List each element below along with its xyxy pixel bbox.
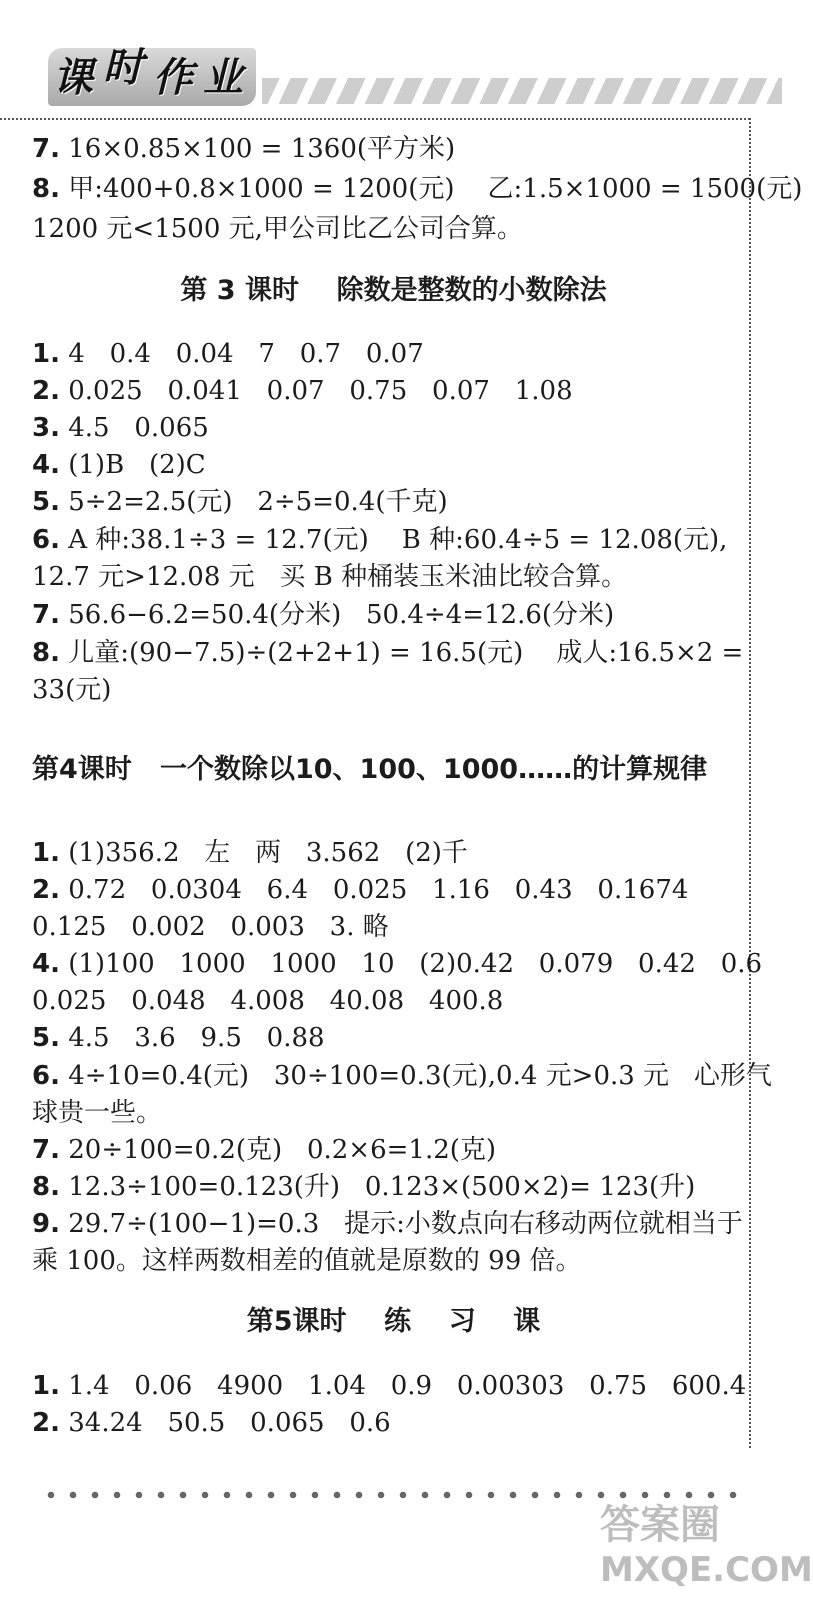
- answer-line: 2. 0.72 0.0304 6.4 0.025 1.16 0.43 0.1674: [32, 875, 689, 905]
- answer-line: 4. (1)B (2)C: [32, 450, 206, 480]
- lesson-heading: 第5课时 练 习 课: [246, 1306, 541, 1337]
- answer-line: 1. 4 0.4 0.04 7 0.7 0.07: [32, 339, 424, 369]
- banner-char: 作: [153, 54, 193, 101]
- answer-line: 5. 5÷2=2.5(元) 2÷5=0.4(千克): [32, 487, 448, 517]
- banner-char: 业: [203, 54, 243, 101]
- answer-line: 2. 0.025 0.041 0.07 0.75 0.07 1.08: [32, 376, 573, 406]
- section-banner: [48, 38, 256, 110]
- answer-line: 7. 56.6−6.2=50.4(分米) 50.4÷4=12.6(分米): [32, 600, 615, 630]
- answer-line: 7. 16×0.85×100 = 1360(平方米): [32, 134, 456, 164]
- answer-line: 6. A 种:38.1÷3 = 12.7(元) B 种:60.4÷5 = 12.08(元),: [32, 525, 728, 555]
- answer-line: 1200 元<1500 元,甲公司比乙公司合算。: [32, 214, 523, 244]
- answer-line: 1. (1)356.2 左 两 3.562 (2)千: [32, 838, 468, 868]
- answer-line: 3. 4.5 0.065: [32, 413, 209, 443]
- answer-line: 球贵一些。: [32, 1098, 163, 1128]
- page-header: [0, 0, 787, 120]
- watermark-logo-top: 答案圈: [600, 1502, 720, 1548]
- answer-line: 0.125 0.002 0.003 3. 略: [32, 912, 389, 942]
- answer-line: 6. 4÷10=0.4(元) 30÷100=0.3(元),0.4 元>0.3 元 心形气: [32, 1061, 772, 1091]
- answer-line: 乘 100。这样两数相差的值就是原数的 99 倍。: [32, 1246, 582, 1276]
- answer-line: 4. (1)100 1000 1000 10 (2)0.42 0.079 0.42 0.6: [32, 949, 763, 979]
- lesson-heading: 第4课时 一个数除以10、100、1000……的计算规律: [32, 754, 708, 785]
- watermark-logo-bottom: MXQE.COM: [600, 1550, 813, 1590]
- answer-line: 12.7 元>12.08 元 买 B 种桶装玉米油比较合算。: [32, 562, 628, 592]
- header-stripes: [262, 78, 782, 104]
- answer-line: 9. 29.7÷(100−1)=0.3 提示:小数点向右移动两位就相当于: [32, 1209, 743, 1239]
- answer-line: 7. 20÷100=0.2(克) 0.2×6=1.2(克): [32, 1135, 497, 1165]
- banner-char: 时: [103, 44, 143, 91]
- answer-line: 0.025 0.048 4.008 40.08 400.8: [32, 986, 504, 1016]
- answer-line: 5. 4.5 3.6 9.5 0.88: [32, 1023, 325, 1053]
- answer-line: 8. 12.3÷100=0.123(升) 0.123×(500×2)= 123(升): [32, 1172, 696, 1202]
- footer-dotted-wave: [40, 1478, 740, 1502]
- banner-char: 课: [53, 54, 93, 101]
- dotted-rule-top: [0, 118, 750, 120]
- answer-line: 33(元): [32, 675, 112, 705]
- lesson-heading: 第 3 课时 除数是整数的小数除法: [180, 275, 607, 306]
- watermark-logo: [600, 1500, 813, 1596]
- answer-line: 1. 1.4 0.06 4900 1.04 0.9 0.00303 0.75 600.4: [32, 1371, 747, 1401]
- answer-line: 2. 34.24 50.5 0.065 0.6: [32, 1408, 391, 1438]
- answer-line: 8. 儿童:(90−7.5)÷(2+2+1) = 16.5(元) 成人:16.5×2 =: [32, 638, 744, 668]
- answer-line: 8. 甲:400+0.8×1000 = 1200(元) 乙:1.5×1000 = 1500(元): [32, 174, 803, 204]
